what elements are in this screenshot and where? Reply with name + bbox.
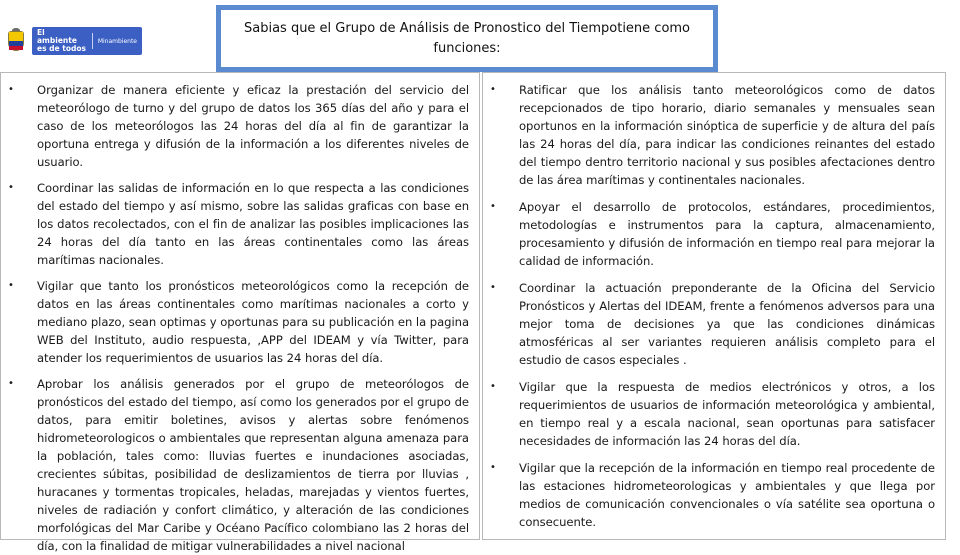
function-text: Vigilar que la recepción de la información en tiempo real procedente de las estaciones hidrometeorologicas y ambientales y que llega por medios de comunicación convencionales o vía satélite sea oportuna o consecuente. (519, 461, 935, 529)
function-item (489, 459, 935, 531)
function-item (7, 375, 469, 555)
bullet-icon: • (490, 282, 496, 293)
bullet-icon: • (490, 381, 496, 392)
brand-banner (32, 27, 142, 55)
bullet-icon: • (8, 280, 14, 291)
function-text: Aprobar los análisis generados por el grupo de meteorólogos de pronósticos del estado del tiempo, así como los generados por el grupo de datos, para emitir boletines, avisos y alertas sobre fenómenos hidrometeorologicos o ambientales que representan alguna amenaza para la población, tales como: lluvias fuertes e inundaciones asociadas, crecientes súbitas, posibilidad de deslizamientos de tierra por lluvias , huracanes y tormentas tropicales, heladas, marejadas y vientos fuertes, niveles de radiación y confort climático, y alteración de las condiciones morfológicas del Mar Caribe y Océano Pacífico colombiano las 2 horas del día, con la finalidad de mitigar vulnerabilidades a nivel nacional (37, 377, 469, 553)
ministry-logo (6, 26, 142, 56)
function-text: Apoyar el desarrollo de protocolos, estándares, procedimientos, metodologías e instrumentos para la captura, almacenamiento, procesamiento y difusión de información en tiempo real para mejorar la calidad de información. (519, 200, 935, 268)
bullet-icon: • (8, 182, 14, 193)
function-item (7, 277, 469, 367)
left-panel (0, 72, 480, 553)
function-item (489, 378, 935, 450)
bullet-icon: • (490, 462, 496, 473)
function-item (489, 279, 935, 369)
function-text: Vigilar que la respuesta de medios electrónicos y otros, a los requerimientos de usuarios de información meteorológica y ambiental, en tiempo real y a escala nacional, sean oportunas para satisfacer necesidades de información las 24 horas del día. (519, 380, 935, 448)
bullet-icon: • (8, 378, 14, 389)
colombia-crest-icon (6, 28, 26, 54)
ministry-name: Minambiente (97, 37, 137, 45)
function-item (7, 179, 469, 269)
title-box (216, 5, 718, 72)
bullet-icon: • (490, 201, 496, 212)
bullet-icon: • (490, 84, 496, 95)
right-panel (482, 72, 946, 540)
function-item (7, 81, 469, 171)
page-title: Sabias que el Grupo de Análisis de Pronostico del Tiempotiene como funciones: (243, 20, 691, 56)
brand-line: El ambiente es de todos (37, 28, 86, 53)
function-text: Coordinar las salidas de información en lo que respecta a las condiciones del estado del tiempo y así mismo, sobre las salidas graficas con base en los datos recolectados, con el fin de analizar las posibles implicaciones las 24 horas del día tanto en las áreas continentales como las áreas marítimas nacionales. (37, 181, 469, 267)
function-text: Organizar de manera eficiente y eficaz la prestación del servicio del meteorólogo de turno y del grupo de datos los 365 días del año y para el caso de los meteorólogos las 24 horas del día al fin de garantizar la oportuna entrega y difusión de la información a los diferentes niveles de usuario. (37, 83, 469, 169)
right-function-list (489, 81, 935, 531)
bullet-icon: • (8, 84, 14, 95)
function-text: Vigilar que tanto los pronósticos meteorológicos como la recepción de datos en las áreas continentales como marítimas nacionales a corto y mediano plazo, sean optimas y oportunas para su publicación en la pagina WEB del Instituto, audio respuesta, ,APP del IDEAM y vía Twitter, para atender los requerimientos de usuarios las 24 horas del día. (37, 279, 469, 365)
function-item (489, 198, 935, 270)
function-text: Coordinar la actuación preponderante de la Oficina del Servicio Pronósticos y Alertas del IDEAM, frente a fenómenos adversos para una mejor toma de decisiones ya que las condiciones dinámicas atmosféricas al ser variantes requieren análisis completo para el estudio de casos especiales . (519, 281, 935, 367)
function-item (489, 81, 935, 189)
left-function-list (7, 81, 469, 555)
function-text: Ratificar que los análisis tanto meteorológicos como de datos recepcionados de tipo horario, diario semanales y mensuales sean oportunos en la información sinóptica de superficie y de altura del país las 24 horas del día, para indicar las condiciones reinantes del estado del tiempo dentro territorio nacional y sus posibles afectaciones dentro de las área marítimas y continentales nacionales. (519, 83, 935, 187)
